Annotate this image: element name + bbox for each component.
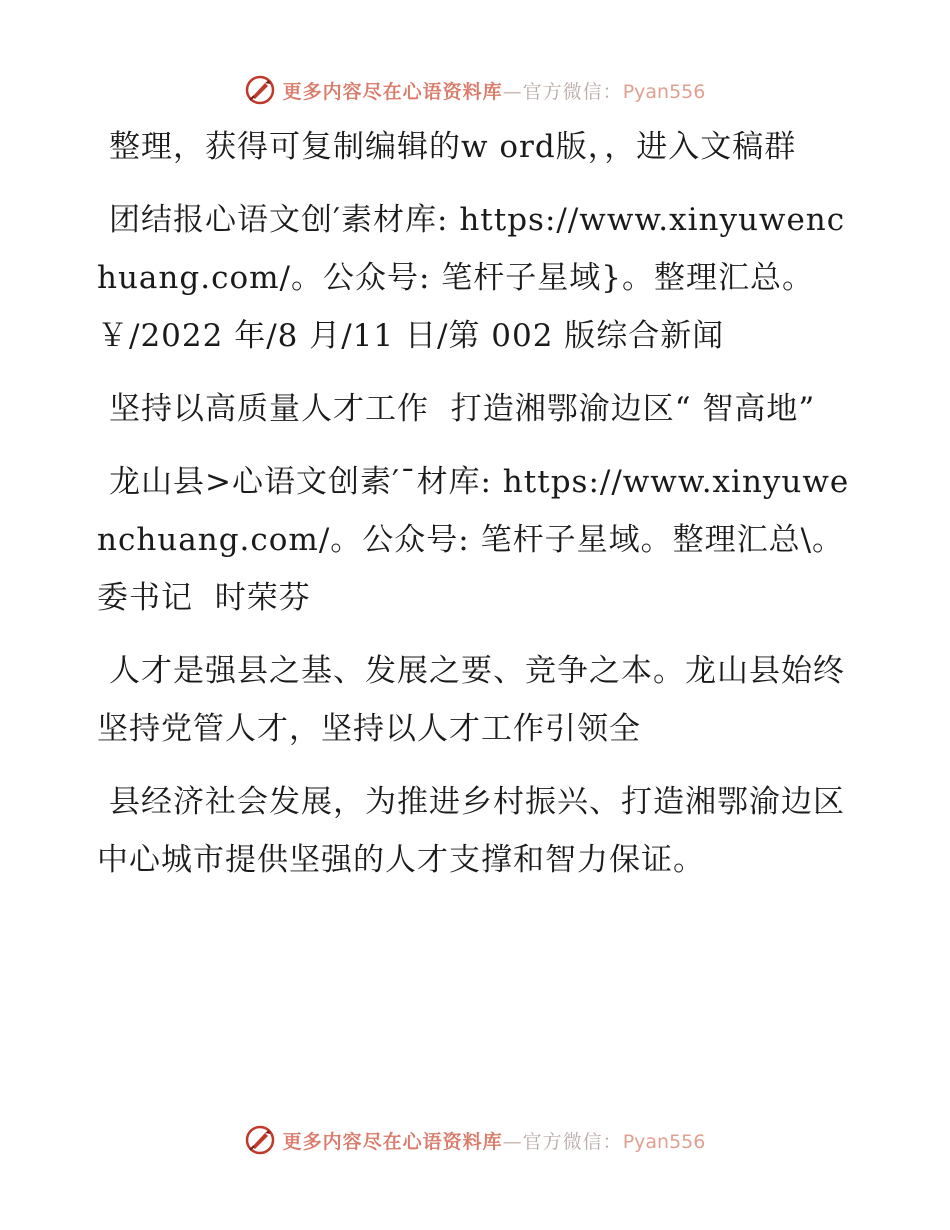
quill-pen-logo-icon (245, 75, 275, 105)
header-banner (0, 70, 950, 110)
paragraph-1: 整理，获得可复制编辑的w ord版，，进入文稿群 (109, 129, 797, 165)
paragraph-4: 龙山县>心语文创素′¯材库: https://www.xinyuwenchuang.com/。公众号: 笔杆子星域。整理汇总\。委书记 时荣芬 (97, 464, 850, 616)
wechat-id: Pyan556 (622, 1130, 706, 1153)
banner-dash: — (502, 80, 523, 103)
banner-text (283, 77, 706, 104)
document-body (97, 118, 857, 889)
paragraph-6: 县经济社会发展，为推进乡村振兴、打造湘鄂渝边区中心城市提供坚强的人才支撑和智力保证。 (97, 784, 845, 878)
wechat-label: 官方微信： (522, 1130, 623, 1153)
paragraph-3: 坚持以高质量人才工作 打造湘鄂渝边区“ 智高地” (109, 391, 816, 427)
footer-banner (0, 1120, 950, 1160)
wechat-label: 官方微信： (522, 80, 623, 103)
wechat-id: Pyan556 (622, 80, 706, 103)
paragraph-5: 人才是强县之基、发展之要、竞争之本。龙山县始终坚持党管人才，坚持以人才工作引领全 (97, 653, 845, 747)
quill-pen-logo-icon (245, 1125, 275, 1155)
site-name: 更多内容尽在心语资料库 (282, 80, 503, 103)
site-name: 更多内容尽在心语资料库 (282, 1130, 503, 1153)
banner-text (283, 1127, 706, 1154)
paragraph-2: 团结报心语文创′素材库: https://www.xinyuwenchuang.com/。公众号: 笔杆子星域}。整理汇总。￥/2022 年/8 月/11 日/第 002 版综合新闻 (97, 202, 846, 354)
banner-dash: — (502, 1130, 523, 1153)
